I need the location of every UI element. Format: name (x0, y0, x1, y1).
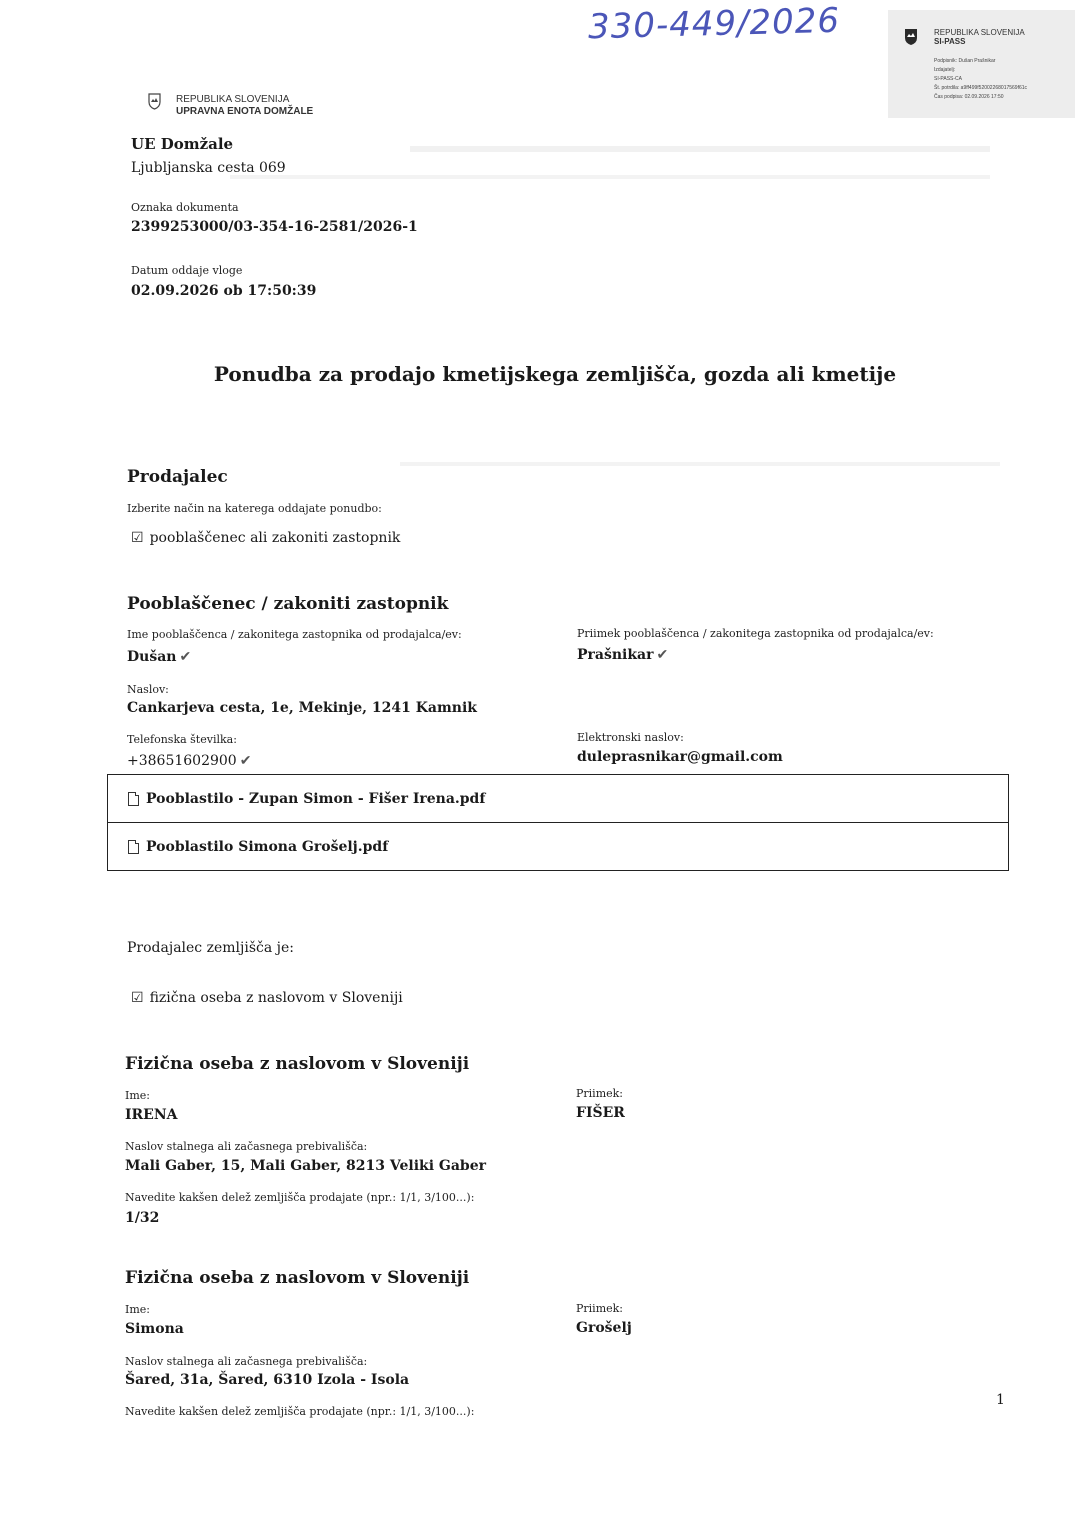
seller-type-option (131, 990, 403, 1006)
person-first-name-label: Ime: (125, 1303, 150, 1316)
bleed-through (400, 462, 1000, 467)
person-first-name-label: Ime: (125, 1089, 150, 1102)
representative-last-name: Prašnikar (577, 647, 654, 663)
person-last-name-label: Priimek: (576, 1087, 624, 1100)
page-title: Ponudba za prodajo kmetijskega zemljišča, gozda ali kmetije (213, 362, 897, 386)
person-address-label: Naslov stalnega ali začasnega prebivališča: (125, 1355, 368, 1368)
seller-method-label: Izberite način na katerega oddajate ponudbo: (127, 502, 382, 515)
person-address-label: Naslov stalnega ali začasnega prebivališča: (125, 1140, 368, 1153)
person-first-name: IRENA (125, 1107, 178, 1123)
stamp-sipass: SI-PASS (934, 37, 966, 46)
sipass-signature-stamp (888, 10, 1075, 118)
person-share-label: Navedite kakšen delež zemljišča prodajate (npr.: 1/1, 3/100...): (125, 1405, 475, 1418)
stamp-detail: SI-PASS-CA (934, 76, 962, 82)
office-name: UE Domžale (131, 135, 234, 153)
bleed-through (410, 146, 990, 153)
seller-heading: Prodajalec (127, 467, 228, 487)
seller-method-value: pooblaščenec ali zakoniti zastopnik (149, 530, 401, 546)
file-icon (128, 840, 139, 854)
slovenia-coat-of-arms-icon (904, 28, 918, 46)
attachment-item[interactable] (108, 775, 1008, 822)
person-address: Mali Gaber, 15, Mali Gaber, 8213 Veliki Gaber (125, 1158, 486, 1174)
person-last-name: Grošelj (576, 1320, 632, 1336)
stamp-detail: Čas podpisa: 02.09.2026 17:50 (934, 94, 1004, 100)
bleed-through (230, 175, 990, 180)
representative-phone-label: Telefonska številka: (127, 733, 237, 746)
check-mark-icon: ✔ (239, 753, 252, 769)
seller-type-label: Prodajalec zemljišča je: (127, 940, 294, 956)
person-address: Šared, 31a, Šared, 6310 Izola - Isola (125, 1372, 410, 1388)
submission-date: 02.09.2026 ob 17:50:39 (131, 283, 317, 299)
representative-heading: Pooblaščenec / zakoniti zastopnik (127, 594, 449, 614)
representative-last-name-label: Priimek pooblaščenca / zakonitega zastopnika od prodajalca/ev: (577, 627, 934, 640)
slovenia-coat-of-arms-icon (148, 93, 161, 110)
person-last-name-label: Priimek: (576, 1302, 624, 1315)
stamp-detail: Podpisnik: Dušan Prašnikar (934, 58, 996, 64)
checked-checkbox-icon: ☑ (131, 990, 144, 1006)
representative-first-name-label: Ime pooblaščenca / zakonitega zastopnika od prodajalca/ev: (127, 628, 462, 641)
check-mark-icon: ✔ (656, 647, 669, 663)
person-last-name: FIŠER (576, 1105, 625, 1121)
submission-date-label: Datum oddaje vloge (131, 264, 243, 277)
person-first-name: Simona (125, 1321, 184, 1337)
person-share: 1/32 (125, 1210, 160, 1226)
representative-email-label: Elektronski naslov: (577, 731, 684, 744)
seller-type-value: fizična oseba z naslovom v Sloveniji (149, 990, 403, 1006)
representative-phone: +38651602900 (127, 753, 237, 769)
representative-last-name-field (577, 647, 668, 663)
person-share-label: Navedite kakšen delež zemljišča prodajate (npr.: 1/1, 3/100...): (125, 1191, 475, 1204)
stamp-detail: Št. potrdila: a9ff499f52002268017569f61c (934, 85, 1028, 91)
check-mark-icon: ✔ (179, 649, 192, 665)
stamp-republic: REPUBLIKA SLOVENIJA (934, 28, 1025, 37)
checked-checkbox-icon: ☑ (131, 530, 144, 546)
person-heading: Fizična oseba z naslovom v Sloveniji (125, 1054, 470, 1074)
stamp-detail: Izdajatelj: (934, 67, 956, 73)
handwritten-reference: 330-449/2026 (587, 0, 841, 48)
attachments-list (107, 774, 1009, 871)
attachment-name: Pooblastilo Simona Grošelj.pdf (146, 838, 389, 855)
file-icon (128, 792, 139, 806)
header-republic: REPUBLIKA SLOVENIJA (176, 94, 290, 105)
attachment-item[interactable] (108, 822, 1008, 870)
document-number: 2399253000/03-354-16-2581/2026-1 (131, 219, 418, 235)
seller-method-option (131, 530, 400, 546)
representative-address-label: Naslov: (127, 683, 169, 696)
representative-email: duleprasnikar@gmail.com (577, 749, 783, 765)
document-number-label: Oznaka dokumenta (131, 201, 239, 214)
attachment-name: Pooblastilo - Zupan Simon - Fišer Irena.pdf (146, 790, 486, 807)
representative-first-name-field (127, 649, 191, 665)
representative-phone-field (127, 753, 251, 769)
representative-address: Cankarjeva cesta, 1e, Mekinje, 1241 Kamnik (127, 700, 477, 716)
person-heading: Fizična oseba z naslovom v Sloveniji (125, 1268, 470, 1288)
representative-first-name: Dušan (127, 649, 177, 665)
header-authority: UPRAVNA ENOTA DOMŽALE (176, 106, 314, 117)
page-number: 1 (996, 1392, 1005, 1408)
office-address: Ljubljanska cesta 069 (131, 160, 286, 176)
